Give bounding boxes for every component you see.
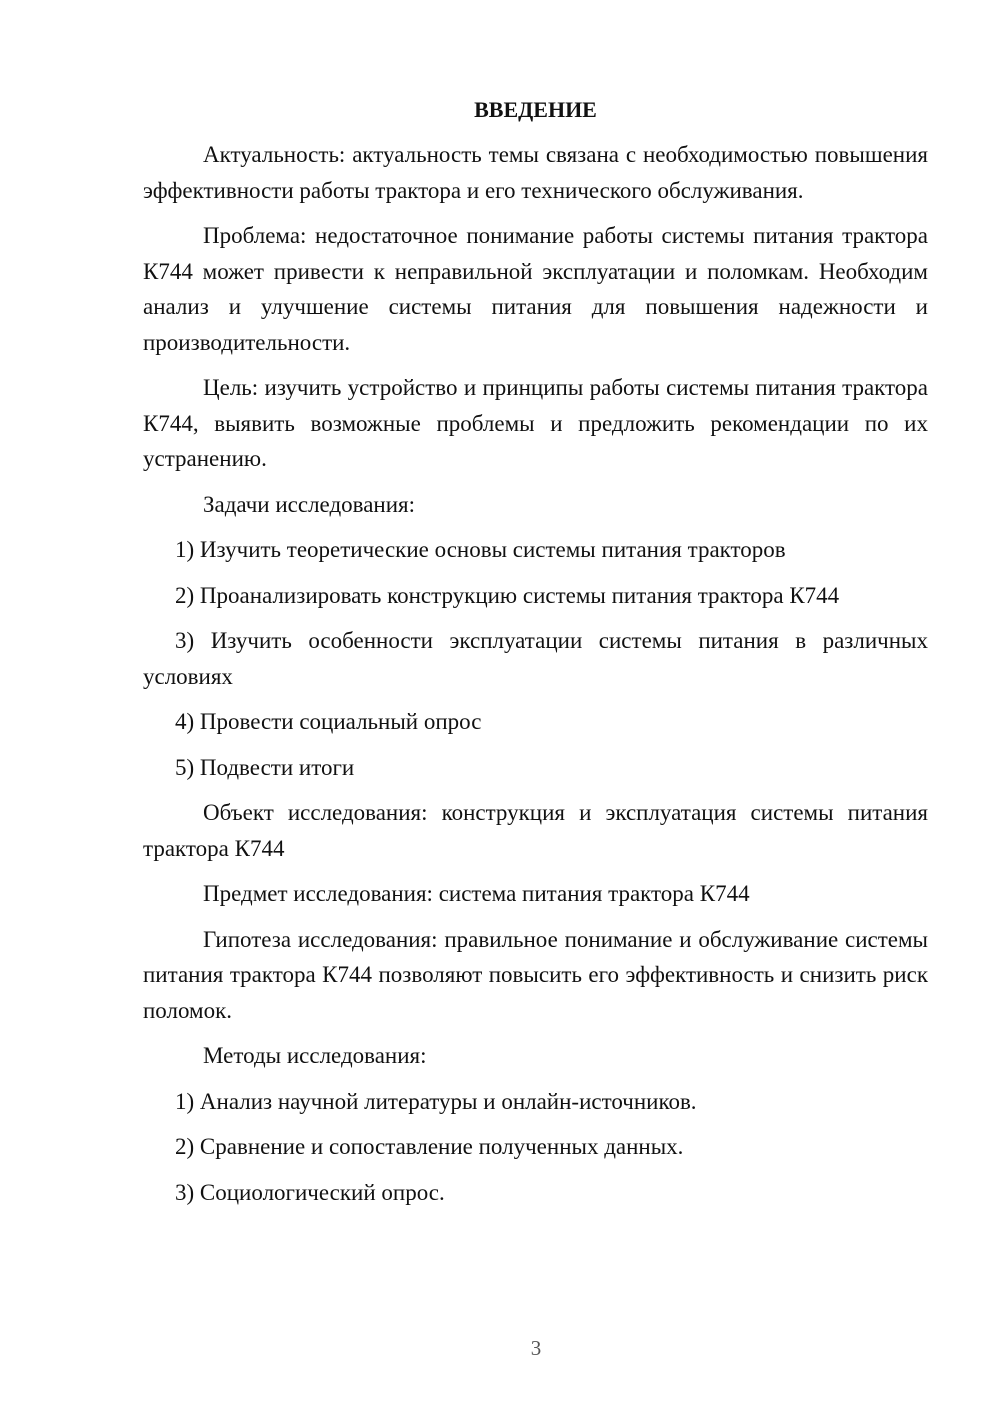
object-paragraph: Объект исследования: конструкция и эксплуатация системы питания трактора К744 [143, 800, 928, 861]
problem-paragraph: Проблема: недостаточное понимание работы системы питания трактора К744 может привести к неправильной эксплуатации и поломкам. Необходим анализ и улучшение системы питания для повышения надежности и производительности. [143, 223, 928, 355]
goal-paragraph: Цель: изучить устройство и принципы работы системы питания трактора К744, выявить возможные проблемы и предложить рекомендации по их устранению. [143, 375, 928, 471]
relevance-paragraph: Актуальность: актуальность темы связана с необходимостью повышения эффективности работы трактора и его технического обслуживания. [143, 142, 928, 203]
subject-paragraph: Предмет исследования: система питания трактора К744 [203, 881, 750, 906]
task-item: 1) Изучить теоретические основы системы питания тракторов [175, 537, 786, 562]
task-item: 2) Проанализировать конструкцию системы питания трактора К744 [175, 582, 840, 608]
page-content [143, 92, 928, 1220]
method-item: 1) Анализ научной литературы и онлайн-источников. [175, 1088, 697, 1114]
task-item: 3) Изучить особенности эксплуатации системы питания в различных условиях [143, 628, 928, 689]
hypothesis-paragraph: Гипотеза исследования: правильное понимание и обслуживание системы питания трактора К744 позволяют повысить его эффективность и снизить риск поломок. [143, 926, 928, 1023]
method-item: 3) Социологический опрос. [175, 1179, 445, 1205]
tasks-heading: Задачи исследования: [203, 491, 416, 517]
methods-heading: Методы исследования: [203, 1043, 427, 1068]
task-item: 5) Подвести итоги [175, 754, 355, 780]
task-item: 4) Провести социальный опрос [175, 709, 482, 734]
page-number: 3 [530, 1336, 542, 1360]
method-item: 2) Сравнение и сопоставление полученных данных. [175, 1134, 684, 1159]
section-title: ВВЕДЕНИЕ [474, 97, 597, 122]
